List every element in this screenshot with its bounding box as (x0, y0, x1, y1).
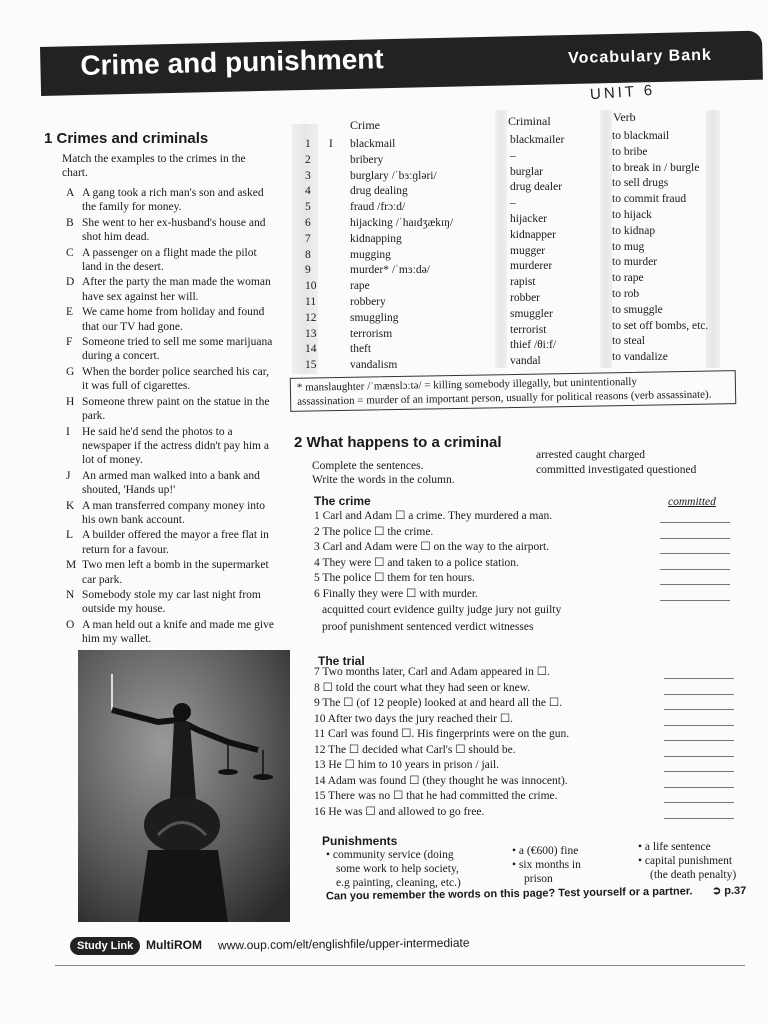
section1-instructions: Match the examples to the crimes in the chart. (62, 153, 246, 179)
crime-example-item (60, 558, 275, 587)
crime-example-item (60, 275, 275, 304)
the-trial-heading: The trial (318, 654, 365, 668)
chart-criminal-cell: burglar (510, 165, 544, 178)
crime-example-text: She went to her ex-husband's house and shot him dead. (82, 216, 266, 244)
crime-example-key: N (66, 588, 75, 601)
crime-example-key: O (66, 618, 75, 631)
the-crime-heading: The crime (314, 494, 371, 508)
wordbox1-line1: arrested caught charged (536, 449, 645, 461)
chart-crime-cell: blackmail (350, 138, 396, 150)
section2-heading: 2 What happens to a criminal (294, 434, 502, 451)
chart-row-number: 4 (305, 185, 311, 198)
answer-line[interactable] (664, 818, 734, 819)
chart-crime-cell: vandalism (350, 359, 398, 372)
chart-row-number: 5 (305, 201, 311, 214)
answer-line[interactable] (664, 725, 734, 726)
chart-criminal-cell: – (510, 197, 516, 210)
remember-prompt: Can you remember the words on this page? Test yourself or a partner. (325, 885, 693, 903)
chart-criminal-cell: terrorist (510, 323, 547, 336)
exercise-sentence: 4 They were ☐ and taken to a police station. (314, 556, 519, 569)
chart-row-number: 3 (305, 169, 311, 182)
chart-row-number: 13 (305, 327, 317, 340)
chart-crime-cell: smuggling (350, 311, 399, 324)
crime-example-text: Somebody stole my car last night from outside my house. (82, 588, 261, 616)
crime-example-text: He said he'd send the photos to a newspaper if the actress didn't pay him a lot of money. (82, 425, 269, 467)
chart-criminal-cell: thief /θiːf/ (510, 339, 557, 352)
crime-example-item (60, 499, 275, 528)
exercise-sentence: 3 Carl and Adam were ☐ on the way to the airport. (314, 541, 550, 553)
crime-example-key: M (66, 559, 77, 572)
chart-crime-cell: drug dealing (350, 185, 408, 198)
chart-verb-cell: to break in / burgle (612, 161, 700, 174)
chart-criminal-cell: murderer (510, 260, 553, 273)
crime-example-item (60, 246, 275, 275)
answer-line[interactable] (660, 538, 730, 539)
manslaughter-note (290, 370, 737, 412)
exercise-sentence: 11 Carl was found ☐. His fingerprints were on the gun. (314, 728, 570, 740)
chart-verb-cell: to kidnap (612, 224, 656, 237)
page-reference[interactable] (712, 884, 746, 897)
crime-column-header: Crime (350, 118, 380, 132)
chart-criminal-cell: smuggler (510, 307, 553, 320)
answer-line[interactable] (664, 756, 734, 757)
answer-line[interactable] (664, 694, 734, 695)
crime-example-key: A (66, 187, 75, 199)
exercise-sentence: 1 Carl and Adam ☐ a crime. They murdered a man. (314, 510, 553, 522)
chart-crime-cell: murder* /ˈmɜːdə/ (350, 264, 430, 277)
chart-verb-cell: to smuggle (612, 303, 663, 316)
punishments-col2 (512, 844, 581, 886)
chart-divider-stripe-2 (600, 110, 612, 368)
exercise-sentence: 16 He was ☐ and allowed to go free. (314, 805, 485, 818)
arrow-circle-icon: ➲ (712, 885, 722, 897)
lady-justice-photo (78, 650, 290, 922)
crime-example-key: G (66, 365, 75, 378)
handwritten-note: UNIT 6 (589, 81, 656, 104)
answer-line[interactable] (664, 678, 734, 679)
crime-example-text: An armed man walked into a bank and shouted, 'Hands up!' (82, 469, 260, 497)
answer-line[interactable] (664, 740, 734, 741)
crime-examples-list (60, 186, 275, 648)
exercise-sentence: 2 The police ☐ the crime. (314, 525, 434, 538)
crime-example-key: H (66, 395, 75, 408)
punishments-col1 (326, 848, 461, 890)
chart-criminal-cell: mugger (510, 244, 546, 257)
section2-instructions-2: Write the words in the column. (312, 474, 455, 486)
chart-row-number: 15 (305, 359, 317, 372)
chart-verb-cell: to hijack (612, 209, 652, 221)
crime-example-text: We came home from holiday and found that our TV had gone. (82, 306, 265, 333)
crime-example-text: Someone threw paint on the statue in the park. (82, 395, 270, 423)
crime-example-item (60, 588, 275, 617)
crime-example-key: B (66, 216, 74, 229)
multirom-label: MultiROM (146, 938, 202, 952)
crime-example-key: K (66, 499, 75, 512)
answer-line[interactable] (660, 522, 730, 523)
page-title: Crime and punishment (80, 43, 385, 81)
chart-crime-cell: robbery (350, 296, 386, 308)
punish-c3-l1: • a life sentence (638, 841, 711, 853)
exercise-sentence: 12 The ☐ decided what Carl's ☐ should be. (314, 743, 516, 756)
chart-crime-cell: rape (350, 280, 370, 293)
chart-criminal-cell: – (510, 149, 516, 162)
chart-verb-cell: to murder (612, 256, 658, 269)
punishments-col3 (638, 840, 736, 882)
answer-line[interactable] (660, 553, 730, 554)
chart-criminal-cell: kidnapper (510, 228, 556, 241)
crime-example-text: When the border police searched his car, it was full of cigarettes. (82, 365, 269, 393)
chart-row-number: 12 (305, 311, 317, 324)
chart-crime-cell: kidnapping (350, 232, 402, 245)
chart-verb-cell: to vandalize (612, 351, 668, 364)
chart-row-number: 10 (305, 280, 317, 293)
wordbox1-line2: committed investigated questioned (536, 464, 697, 476)
answer-line[interactable] (664, 802, 734, 803)
crime-example-key: F (66, 336, 73, 349)
chart-row-number: 14 (305, 343, 317, 356)
chart-crime-cell: mugging (350, 248, 391, 261)
exercise-sentence: 14 Adam was found ☐ (they thought he was innocent). (314, 774, 568, 787)
chart-verb-cell: to rob (612, 288, 640, 300)
chart-crime-cell: fraud /frɔːd/ (350, 201, 406, 214)
chart-crime-cell: theft (350, 343, 372, 356)
punish-c3-l3: (the death penalty) (650, 869, 737, 881)
punish-c3-l2: • capital punishment (638, 855, 733, 867)
exercise-sentence: 8 ☐ told the court what they had seen or knew. (314, 681, 531, 694)
crime-example-item (60, 395, 275, 424)
crime-example-text: A gang took a rich man's son and asked the family for money. (82, 187, 264, 214)
vocabulary-bank-label: Vocabulary Bank (568, 46, 712, 67)
punish-c2-l3: prison (524, 873, 553, 885)
section1-heading: 1 Crimes and criminals (44, 130, 209, 147)
punish-c1-l3: e.g painting, cleaning, etc.) (336, 877, 461, 889)
crime-example-item (60, 365, 275, 394)
chart-verb-cell: to sell drugs (612, 177, 669, 190)
exercise-sentence: 5 The police ☐ them for ten hours. (314, 572, 475, 584)
chart-criminal-cell: blackmailer (510, 134, 565, 146)
note-line-1: * manslaughter /ˈmænslɔːtə/ = killing somebody illegally, but unintentionally (296, 375, 637, 394)
lady-justice-statue-icon (78, 650, 290, 922)
crime-example-item (60, 425, 275, 468)
chart-verb-cell: to blackmail (612, 130, 670, 142)
chart-row-number: 8 (305, 248, 311, 261)
crime-example-item (60, 305, 275, 334)
section2-instructions-1: Complete the sentences. (312, 460, 424, 472)
chart-verb-cell: to bribe (612, 145, 648, 158)
chart-crime-cell: terrorism (350, 327, 393, 340)
crime-example-text: A man transferred company money into his own bank account. (82, 499, 265, 526)
study-link-badge[interactable]: Study Link (70, 937, 140, 955)
crime-example-key: I (66, 425, 70, 438)
crime-example-item (60, 469, 275, 498)
oup-url-link[interactable]: www.oup.com/elt/englishfile/upper-intermediate (217, 935, 470, 953)
exercise-sentence: 7 Two months later, Carl and Adam appeared in ☐. (314, 666, 550, 678)
chart-row-answer[interactable]: I (329, 138, 333, 150)
chart-verb-cell: to steal (612, 335, 645, 348)
chart-criminal-cell: vandal (510, 355, 541, 368)
punish-c1-l2: some work to help society, (336, 863, 459, 875)
footer-rule (55, 965, 745, 966)
chart-crime-cell: hijacking /ˈhaɪdʒækɪŋ/ (350, 217, 454, 229)
chart-row-number: 6 (305, 217, 311, 229)
crime-example-text: Two men left a bomb in the supermarket car park. (82, 559, 269, 586)
crime-example-key: D (66, 276, 75, 289)
crime-example-item (60, 528, 275, 557)
wordbox2-line2: proof punishment sentenced verdict witnesses (322, 621, 534, 633)
chart-criminal-cell: rapist (510, 276, 536, 289)
punish-c2-l2: • six months in (512, 859, 581, 871)
chart-row-number: 7 (305, 232, 311, 245)
chart-crime-cell: burglary /ˈbɜːɡləri/ (350, 169, 437, 182)
crime-example-text: After the party the man made the woman have sex against her will. (82, 276, 271, 303)
chart-criminal-cell: robber (510, 292, 541, 304)
punishments-heading: Punishments (322, 834, 398, 848)
wordbox2-line1: acquitted court evidence guilty judge jury not guilty (322, 604, 562, 616)
crime-example-text: A builder offered the mayor a free flat in return for a favour. (82, 529, 269, 556)
chart-verb-cell: to set off bombs, etc. (612, 319, 709, 332)
crime-example-text: A man held out a knife and made me give him my wallet. (82, 618, 274, 646)
chart-row-number: 2 (305, 153, 311, 166)
answer-line[interactable] (664, 709, 734, 710)
crime-example-item (60, 335, 275, 364)
crime-example-key: J (66, 469, 71, 482)
chart-criminal-cell: drug dealer (510, 181, 563, 194)
page-ref-text: p.37 (724, 885, 747, 897)
chart-verb-cell: to rape (612, 272, 644, 285)
exercise-sentence: 15 There was no ☐ that he had committed the crime. (314, 790, 558, 802)
crime-example-key: C (66, 246, 74, 259)
criminal-column-header: Criminal (508, 114, 551, 128)
verb-column-header: Verb (613, 110, 636, 124)
crime-example-item (60, 618, 275, 647)
crime-example-item (60, 186, 275, 215)
note-line-2: assassination = murder of an important person, usually for political reasons (verb assassinate). (297, 388, 712, 408)
punish-c1-l1: • community service (doing (326, 849, 454, 861)
chart-row-number: 1 (305, 138, 311, 150)
answer-line[interactable] (660, 600, 730, 601)
crime-example-key: E (66, 306, 74, 319)
answer-line[interactable] (660, 569, 730, 570)
chart-criminal-cell: hijacker (510, 213, 548, 225)
chart-row-number: 9 (305, 264, 311, 277)
exercise-sentence: 6 Finally they were ☐ with murder. (314, 587, 478, 600)
crime-example-text: A passenger on a flight made the pilot land in the desert. (82, 246, 257, 274)
crime-example-item (60, 216, 275, 245)
punish-c2-l1: • a (€600) fine (512, 845, 579, 857)
chart-row-number: 11 (305, 296, 317, 308)
crime-example-key: L (66, 529, 74, 542)
example-answer: committed (668, 496, 716, 508)
chart-crime-cell: bribery (350, 153, 384, 166)
answer-line[interactable] (664, 787, 734, 788)
chart-verb-cell: to commit fraud (612, 193, 687, 206)
chart-verb-cell: to mug (612, 240, 645, 253)
exercise-sentence: 10 After two days the jury reached their ☐. (314, 712, 514, 725)
chart-divider-stripe (495, 110, 507, 368)
crime-example-text: Someone tried to sell me some marijuana during a concert. (82, 336, 273, 363)
answer-line[interactable] (664, 771, 734, 772)
answer-line[interactable] (660, 584, 730, 585)
exercise-sentence: 13 He ☐ him to 10 years in prison / jail. (314, 759, 500, 771)
exercise-sentence: 9 The ☐ (of 12 people) looked at and heard all the ☐. (314, 697, 563, 709)
